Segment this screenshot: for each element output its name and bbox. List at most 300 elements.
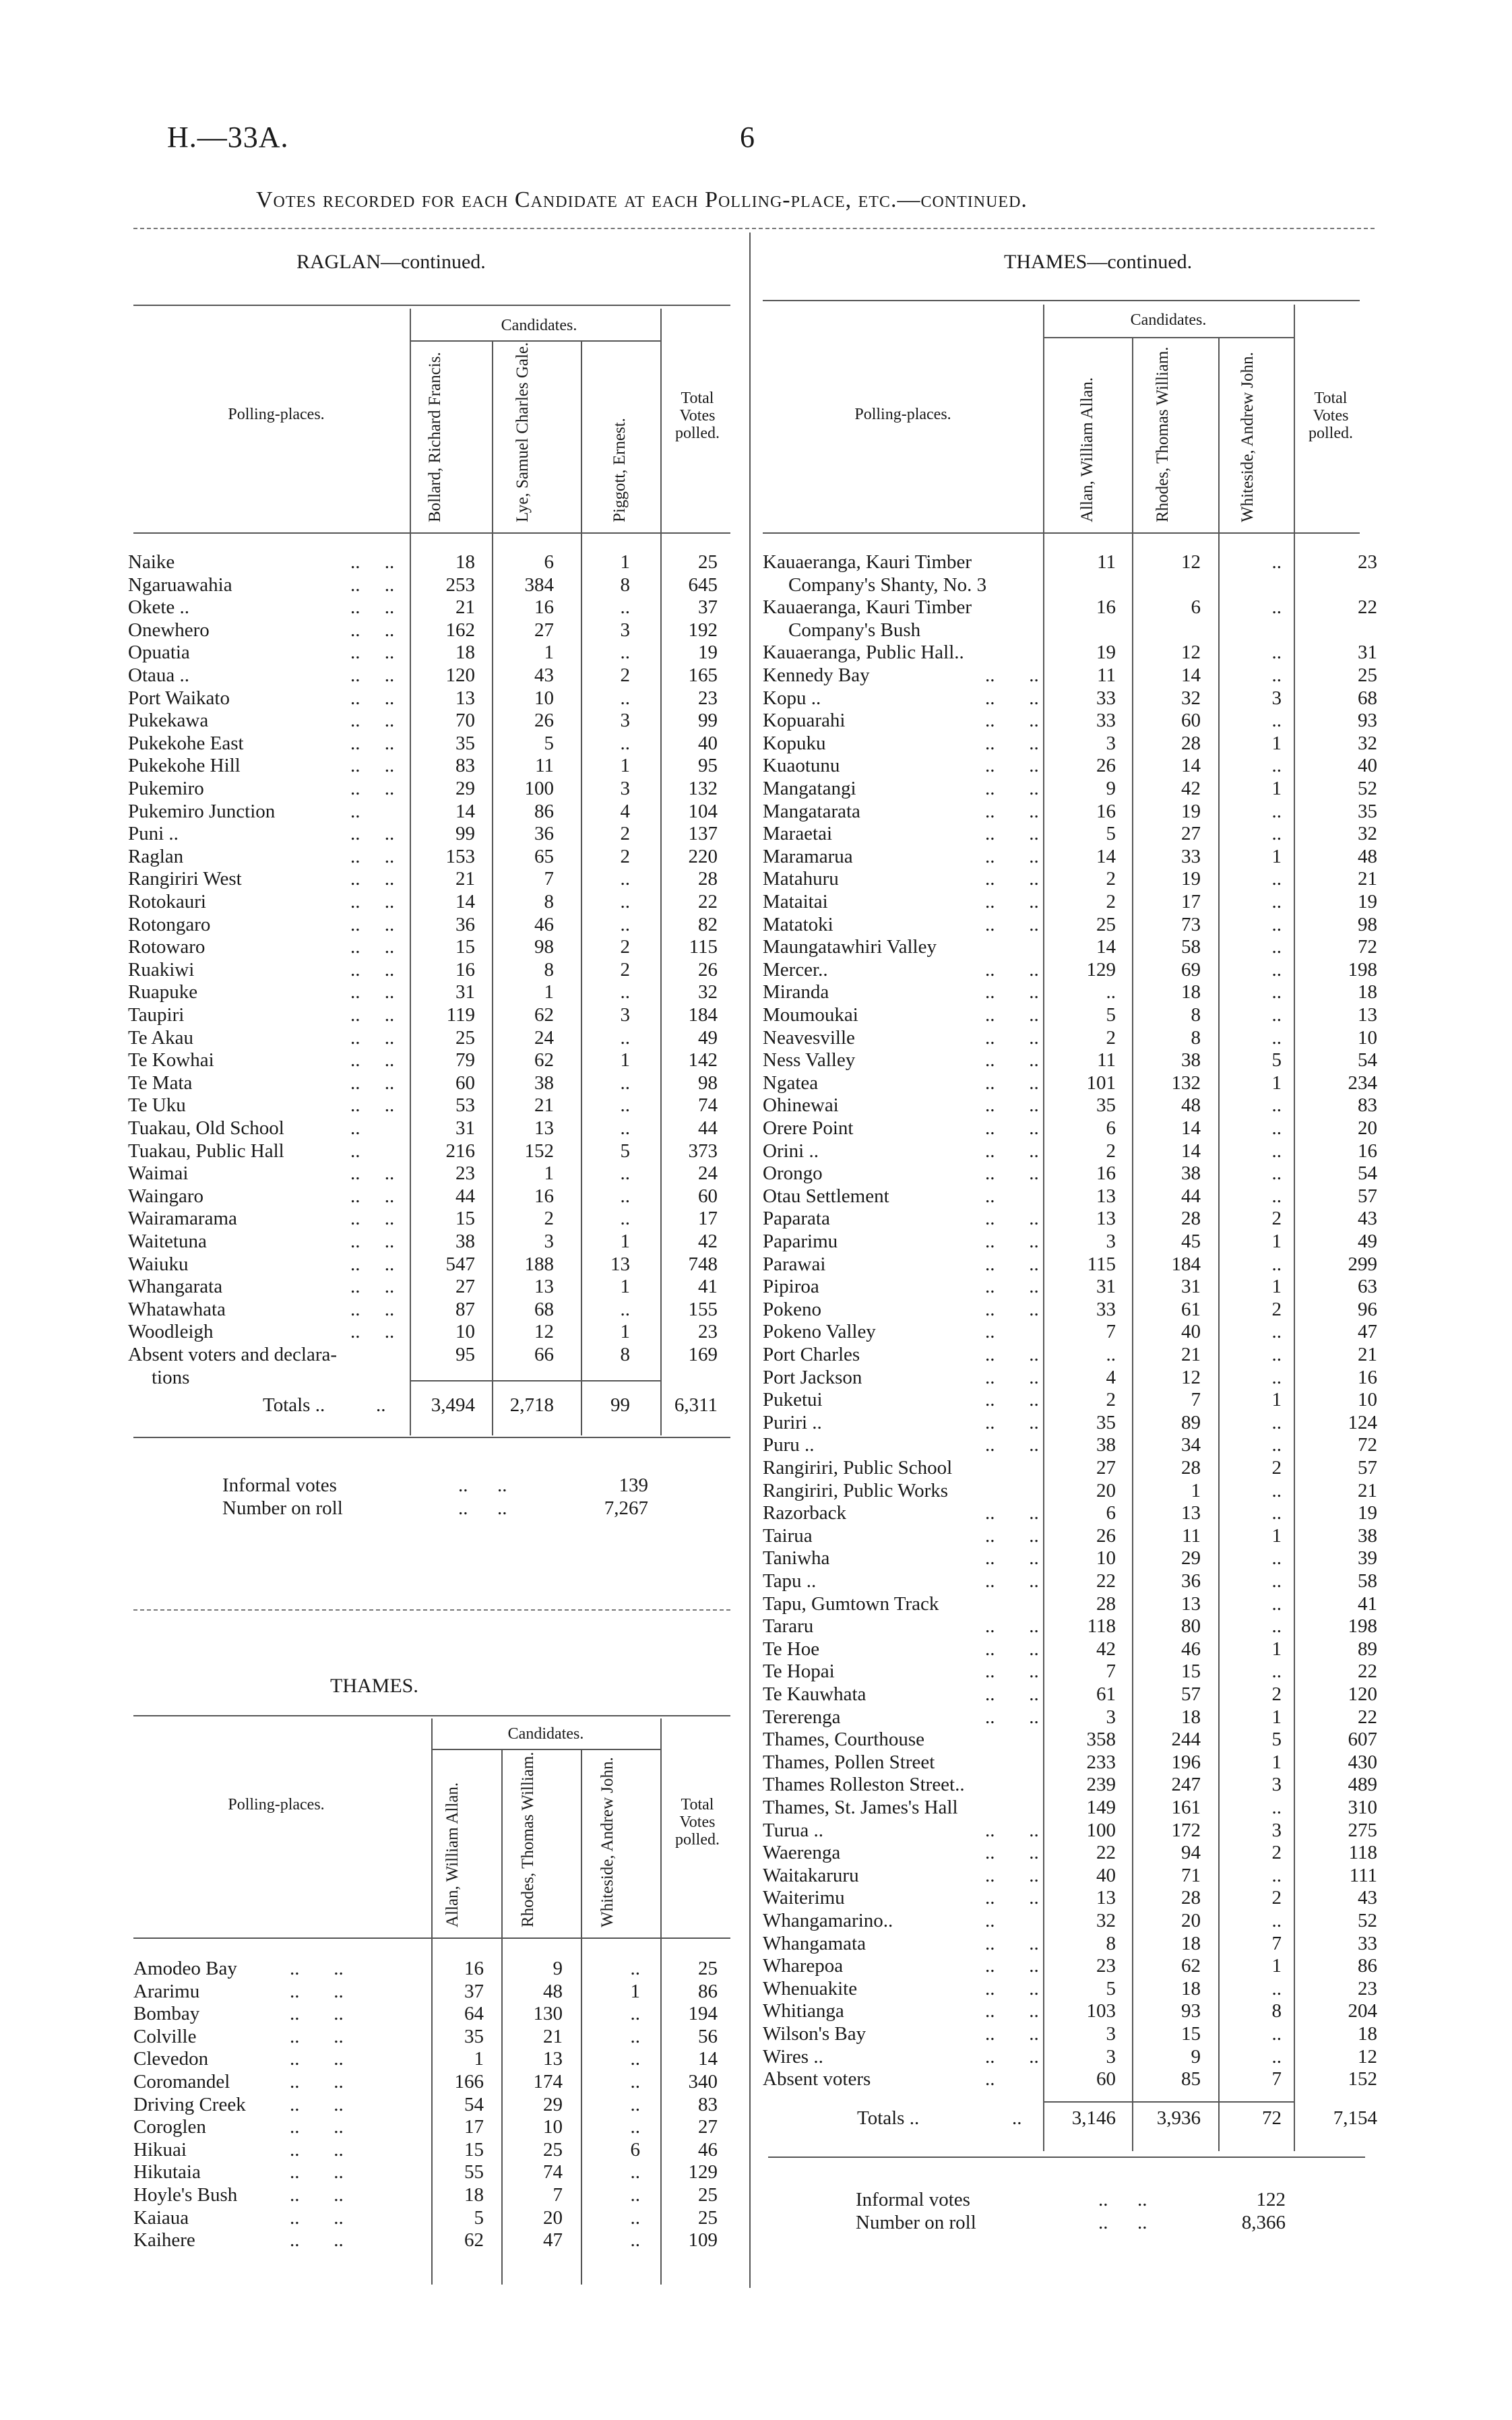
thames-cont-candidate-1: Allan, William Allan. [1078, 377, 1096, 522]
candidate-1-votes: 28 [1096, 1592, 1116, 1615]
candidate-3-votes: .. [630, 2161, 640, 2183]
total-votes: 23 [698, 1321, 718, 1343]
leader-dots: .. .. [985, 732, 1039, 754]
total-votes: 33 [1358, 1932, 1377, 1954]
candidate-3-votes: .. [1271, 2045, 1282, 2068]
candidate-2-votes: 6 [1191, 596, 1201, 619]
candidate-3-votes: .. [1271, 1004, 1282, 1026]
leader-dots: .. .. [985, 1117, 1039, 1139]
leader-dots: .. .. [290, 2048, 344, 2070]
candidate-2-votes: 74 [543, 2161, 563, 2183]
polling-place-name: Puriri .. [763, 1411, 822, 1433]
leader-dots: .. .. [350, 1298, 395, 1320]
candidate-2-votes: 14 [1181, 755, 1201, 777]
total-votes: 38 [1358, 1524, 1377, 1547]
raglan-candidates-rule [410, 340, 660, 342]
candidate-1-votes: 7 [1106, 1661, 1116, 1683]
polling-place-name: Orere Point [763, 1117, 854, 1139]
polling-place-name: Te Hopai [763, 1661, 835, 1683]
leader-dots: .. .. [985, 2000, 1039, 2022]
candidate-2-votes: 60 [1181, 710, 1201, 732]
candidate-1-votes: 7 [1106, 1321, 1116, 1343]
total-votes: 41 [1358, 1592, 1377, 1615]
polling-place-name: Ngatea [763, 1072, 819, 1094]
candidate-3-votes: 3 [620, 710, 630, 732]
candidate-2-votes: 29 [543, 2093, 563, 2115]
totals-label: Totals .. [857, 2107, 920, 2129]
candidate-1-votes: 16 [1096, 1162, 1116, 1185]
candidate-3-votes: 6 [630, 2138, 640, 2161]
candidate-2-votes: 85 [1181, 2068, 1201, 2090]
candidate-2-votes: 172 [1171, 1819, 1201, 1841]
total-votes: 72 [1358, 936, 1377, 958]
thames-roll-value: 8,366 [1241, 2212, 1286, 2233]
total-votes: 111 [1349, 1864, 1377, 1886]
polling-place-name: Ruakiwi [128, 958, 195, 981]
candidate-1-votes: 99 [455, 823, 475, 845]
candidate-1-votes: 95 [455, 1344, 475, 1365]
thames-total-label: Total Votes polled. [675, 1796, 720, 1849]
polling-place-name: Ruapuke [128, 981, 198, 1003]
leader-dots: .. .. [985, 1502, 1039, 1524]
candidate-3-votes: 7 [1271, 2068, 1282, 2090]
polling-place-name: Clevedon [133, 2048, 209, 2070]
candidate-2-votes: 34 [1181, 1434, 1201, 1456]
polling-place-name: Kauaeranga, Kauri Timber [763, 596, 972, 619]
leader-dots: .. .. [985, 1932, 1039, 1954]
total-votes: 40 [1358, 755, 1377, 777]
candidate-3-votes: 3 [620, 778, 630, 799]
total-votes: 118 [1348, 1842, 1377, 1864]
candidate-3-votes: 1 [1271, 845, 1282, 867]
total-votes: 10 [1358, 1389, 1377, 1411]
candidate-2-votes: 130 [533, 2003, 563, 2025]
polling-place-name: Tapu .. [763, 1570, 817, 1592]
thames-polling-label: Polling-places. [228, 1796, 325, 1813]
total-votes: 21 [1358, 1479, 1377, 1501]
leader-dots: .. .. [350, 573, 395, 596]
candidate-1-votes: 64 [464, 2003, 484, 2025]
leader-dots: .. .. [985, 1638, 1039, 1660]
candidate-1-votes: 119 [446, 1004, 475, 1026]
leader-dots: .. .. [350, 755, 395, 777]
leader-dots: .. [985, 1910, 995, 1931]
candidate-2-votes: 21 [1181, 1344, 1201, 1365]
candidate-1-votes: 100 [1086, 1819, 1116, 1841]
candidate-1-votes: 18 [464, 2184, 484, 2206]
polling-place-name: Pukekohe Hill [128, 755, 241, 777]
candidate-1-votes: 129 [1086, 958, 1116, 981]
candidate-1-votes: 216 [445, 1140, 475, 1162]
candidate-2-votes: 48 [543, 1980, 563, 2002]
candidate-3-votes: .. [1271, 1661, 1282, 1683]
leader-dots: .. [376, 1394, 386, 1417]
total-votes: 22 [698, 891, 718, 912]
polling-place-name: Matahuru [763, 868, 839, 890]
candidate-1-votes: 1 [474, 2048, 484, 2070]
candidate-2-votes: 36 [534, 823, 554, 845]
polling-place-name: Colville [133, 2025, 197, 2047]
polling-place-name: tions [152, 1366, 190, 1388]
leader-dots: .. .. [290, 2138, 344, 2161]
polling-place-name: Moumoukai [763, 1004, 858, 1026]
total-votes: 98 [698, 1072, 718, 1094]
document-title-text: Votes recorded for each Candidate at each Polling-place, etc.—continued. [256, 187, 1028, 212]
leader-dots: .. .. [985, 1683, 1039, 1705]
total-votes: 16 [1358, 1140, 1377, 1162]
total-votes: 198 [1348, 1615, 1377, 1638]
candidate-1-votes: 358 [1086, 1729, 1116, 1751]
candidate-2-votes: 7 [544, 868, 554, 890]
candidate-1-votes: 40 [1096, 1864, 1116, 1886]
leader-dots: .. .. [290, 2116, 344, 2138]
candidate-3-votes: 72 [1262, 2107, 1282, 2129]
polling-place-name: Mataitai [763, 891, 828, 912]
polling-place-name: Tararu [763, 1615, 814, 1638]
total-votes: 43 [1358, 1208, 1377, 1230]
candidate-2-votes: 28 [1181, 732, 1201, 754]
total-votes: 46 [698, 2138, 718, 2161]
polling-place-name: Tuakau, Old School [128, 1117, 284, 1139]
candidate-2-votes: 3 [544, 1231, 554, 1252]
thames-candidates-rule [431, 1749, 660, 1750]
candidate-2-votes: 94 [1181, 1842, 1201, 1864]
candidate-2-votes: 38 [1181, 1049, 1201, 1072]
total-votes: 137 [688, 823, 718, 845]
candidate-2-votes: 9 [1191, 2045, 1201, 2068]
raglan-bottom-rule [133, 1437, 730, 1438]
total-votes: 57 [1358, 1185, 1377, 1207]
total-votes: 47 [1358, 1321, 1377, 1343]
leader-dots: .. .. [985, 1094, 1039, 1117]
candidate-3-votes: .. [1271, 2023, 1282, 2045]
candidate-3-votes: .. [1271, 1592, 1282, 1615]
candidate-3-votes: 1 [1271, 1072, 1282, 1094]
polling-place-name: Maungatawhiri Valley [763, 936, 937, 958]
candidate-3-votes: 1 [1271, 1955, 1282, 1977]
thames-cont-candidate-2: Rhodes, Thomas William. [1154, 346, 1172, 522]
polling-place-name: Kuaotunu [763, 755, 840, 777]
candidate-1-votes: 3 [1106, 2023, 1116, 2045]
total-votes: 49 [698, 1026, 718, 1049]
candidate-3-votes: 8 [1271, 2000, 1282, 2022]
raglan-end-rule [133, 1609, 730, 1611]
total-votes: 748 [688, 1253, 718, 1275]
thames-cont-polling-label: Polling-places. [854, 406, 951, 423]
leader-dots: .. .. [985, 1955, 1039, 1977]
candidate-1-votes: 21 [455, 868, 475, 890]
candidate-3-votes: .. [1271, 1344, 1282, 1365]
total-votes: 18 [1358, 2023, 1377, 2045]
candidate-1-votes: 5 [1106, 1004, 1116, 1026]
polling-place-name: Wilson's Bay [763, 2023, 867, 2045]
polling-place-name: Pukekohe East [128, 732, 244, 754]
candidate-3-votes: .. [620, 891, 630, 912]
candidate-3-votes: .. [1271, 1797, 1282, 1818]
total-votes: 198 [1348, 958, 1377, 981]
candidate-3-votes: 1 [1271, 1231, 1282, 1252]
candidate-1-votes: 15 [455, 936, 475, 958]
polling-place-name: Tererenga [763, 1706, 841, 1728]
candidate-3-votes: 3 [620, 619, 630, 641]
candidate-3-votes: 1 [620, 551, 630, 573]
leader-dots: .. .. [350, 1276, 395, 1298]
candidate-1-votes: 5 [474, 2206, 484, 2229]
candidate-2-votes: 7 [1191, 1389, 1201, 1411]
candidate-2-votes: 19 [1181, 868, 1201, 890]
leader-dots: .. .. [985, 1004, 1039, 1026]
thames-cont-candidates-rule [1043, 337, 1294, 338]
total-votes: 23 [1358, 1977, 1377, 1999]
leader-dots: .. .. [985, 1615, 1039, 1638]
leader-dots: .. .. [985, 1253, 1039, 1275]
raglan-totals-rule [410, 1380, 660, 1382]
candidate-1-votes: 11 [1097, 551, 1116, 573]
polling-place-name: Opuatia [128, 642, 190, 664]
total-votes: 32 [1358, 732, 1377, 754]
candidate-1-votes: 9 [1106, 778, 1116, 799]
candidate-3-votes: 1 [1271, 1389, 1282, 1411]
candidate-1-votes: 42 [1096, 1638, 1116, 1660]
candidate-2-votes: 47 [543, 2229, 563, 2252]
leader-dots: .. [350, 1140, 360, 1162]
candidate-2-votes: 20 [1181, 1910, 1201, 1931]
candidate-2-votes: 11 [1182, 1524, 1201, 1547]
total-votes: 21 [1358, 868, 1377, 890]
leader-dots: .. .. [350, 1231, 395, 1252]
polling-place-name: Woodleigh [128, 1321, 214, 1343]
polling-place-name: Parawai [763, 1253, 826, 1275]
candidate-1-votes: 62 [464, 2229, 484, 2252]
candidate-2-votes: 93 [1181, 2000, 1201, 2022]
candidate-3-votes: 1 [620, 1049, 630, 1072]
leader-dots: .. .. [985, 1366, 1039, 1388]
candidate-1-votes: 26 [1096, 755, 1116, 777]
polling-place-name: Wires .. [763, 2045, 823, 2068]
leader-dots: .. .. [985, 913, 1039, 935]
total-votes: 340 [688, 2071, 718, 2092]
candidate-2-votes: 5 [544, 732, 554, 754]
leader-dots: .. .. [985, 981, 1039, 1003]
total-votes: 13 [1358, 1004, 1377, 1026]
candidate-3-votes: 1 [620, 1231, 630, 1252]
polling-place-name: Rotowaro [128, 936, 206, 958]
polling-place-name: Company's Shanty, No. 3 [788, 573, 987, 596]
polling-place-name: Maraetai [763, 823, 833, 845]
candidate-1-votes: 8 [1106, 1932, 1116, 1954]
leader-dots: .. .. [985, 2045, 1039, 2068]
total-votes: 27 [698, 2116, 718, 2138]
total-votes: 95 [698, 755, 718, 777]
candidate-1-votes: 33 [1096, 710, 1116, 732]
candidate-1-votes: 35 [455, 732, 475, 754]
polling-place-name: Coroglen [133, 2116, 206, 2138]
candidate-2-votes: 80 [1181, 1615, 1201, 1638]
raglan-roll-value: 7,267 [604, 1497, 648, 1519]
candidate-3-votes: .. [1271, 958, 1282, 981]
candidate-2-votes: 13 [543, 2048, 563, 2070]
candidate-1-votes: 25 [455, 1026, 475, 1049]
leader-dots: .. .. [985, 891, 1039, 912]
polling-place-name: Waitakaruru [763, 1864, 859, 1886]
candidate-3-votes: .. [620, 868, 630, 890]
leader-dots: .. .. [290, 2093, 344, 2115]
leader-dots: .. [985, 2068, 995, 2090]
candidate-2-votes: 1 [1191, 1479, 1201, 1501]
thames-cont-top-rule [763, 300, 1360, 301]
polling-place-name: Naike [128, 551, 175, 573]
thames-header-rule [133, 1937, 730, 1939]
total-votes: 22 [1358, 1661, 1377, 1683]
leader-dots: .. .. [985, 1049, 1039, 1072]
candidate-1-votes: 153 [445, 845, 475, 867]
polling-place-name: Wairamarama [128, 1208, 237, 1230]
candidate-3-votes: .. [620, 732, 630, 754]
candidate-2-votes: 1 [544, 1162, 554, 1185]
total-votes: 48 [1358, 845, 1377, 867]
candidate-3-votes: .. [1271, 981, 1282, 1003]
candidate-2-votes: 73 [1181, 913, 1201, 935]
polling-place-name: Amodeo Bay [133, 1958, 237, 1979]
total-votes: 19 [1358, 1502, 1377, 1524]
polling-place-name: Te Kauwhata [763, 1683, 867, 1705]
total-votes: 44 [698, 1117, 718, 1139]
candidate-3-votes: .. [620, 1026, 630, 1049]
raglan-candidate-2: Lye, Samuel Charles Gale. [513, 342, 532, 522]
raglan-top-rule [133, 305, 730, 306]
candidate-2-votes: 16 [534, 596, 554, 619]
candidate-1-votes: 61 [1096, 1683, 1116, 1705]
candidate-2-votes: 26 [534, 710, 554, 732]
candidate-1-votes: 120 [445, 664, 475, 686]
candidate-2-votes: 21 [543, 2025, 563, 2047]
candidate-3-votes: 1 [1271, 1524, 1282, 1547]
polling-place-name: Te Akau [128, 1026, 194, 1049]
polling-place-name: Waingaro [128, 1185, 204, 1207]
candidate-3-votes: .. [620, 1298, 630, 1320]
polling-place-name: Ngaruawahia [128, 573, 232, 596]
polling-place-name: Rotongaro [128, 913, 211, 935]
total-votes: 373 [688, 1140, 718, 1162]
raglan-roll-label: Number on roll [222, 1497, 343, 1519]
candidate-1-votes: 87 [455, 1298, 475, 1320]
total-votes: 56 [698, 2025, 718, 2047]
polling-place-name: Pukemiro Junction [128, 800, 276, 822]
total-votes: 7,154 [1333, 2107, 1377, 2129]
candidate-1-votes: 23 [455, 1162, 475, 1185]
candidate-2-votes: 2 [544, 1208, 554, 1230]
candidate-1-votes: 19 [1096, 642, 1116, 664]
total-votes: 132 [688, 778, 718, 799]
candidate-2-votes: 28 [1181, 1457, 1201, 1479]
total-votes: 104 [688, 800, 718, 822]
total-votes: 155 [688, 1298, 718, 1320]
candidate-2-votes: 161 [1171, 1797, 1201, 1818]
candidate-3-votes: .. [620, 1072, 630, 1094]
candidate-1-votes: 22 [1096, 1842, 1116, 1864]
thames-roll-label: Number on roll [856, 2212, 976, 2233]
total-votes: 39 [1358, 1547, 1377, 1570]
candidate-1-votes: 3 [1106, 2045, 1116, 2068]
candidate-3-votes: .. [620, 687, 630, 709]
candidate-3-votes: 7 [1271, 1932, 1282, 1954]
candidate-1-votes: 103 [1086, 2000, 1116, 2022]
leader-dots: .. .. [985, 1072, 1039, 1094]
total-votes: 109 [688, 2229, 718, 2252]
polling-place-name: Port Waikato [128, 687, 230, 709]
candidate-1-votes: 253 [445, 573, 475, 596]
raglan-polling-label: Polling-places. [228, 406, 325, 423]
candidate-2-votes: 11 [535, 755, 554, 777]
total-votes: 42 [698, 1231, 718, 1252]
candidate-3-votes: .. [630, 2071, 640, 2092]
candidate-3-votes: .. [620, 1117, 630, 1139]
total-votes: 99 [698, 710, 718, 732]
candidate-3-votes: 2 [1271, 1457, 1282, 1479]
candidate-2-votes: 10 [543, 2116, 563, 2138]
polling-place-name: Miranda [763, 981, 829, 1003]
candidate-1-votes: 38 [1096, 1434, 1116, 1456]
candidate-3-votes: .. [620, 596, 630, 619]
total-votes: 220 [688, 845, 718, 867]
polling-place-name: Rangiriri West [128, 868, 242, 890]
polling-place-name: Wharepoa [763, 1955, 844, 1977]
polling-place-name: Te Kowhai [128, 1049, 214, 1072]
polling-place-name: Maramarua [763, 845, 853, 867]
leader-dots: .. .. [350, 1208, 395, 1230]
raglan-informal-label: Informal votes [222, 1475, 337, 1496]
candidate-2-votes: 86 [534, 800, 554, 822]
leader-dots: .. .. [985, 1231, 1039, 1252]
polling-place-name: Ararimu [133, 1980, 200, 2002]
leader-dots: .. .. [985, 1140, 1039, 1162]
candidate-3-votes: .. [1271, 1615, 1282, 1638]
polling-place-name: Company's Bush [788, 619, 921, 641]
candidate-2-votes: 21 [534, 1094, 554, 1117]
raglan-candidate-3: Piggott, Ernest. [610, 418, 629, 522]
candidate-3-votes: .. [1271, 1502, 1282, 1524]
candidate-1-votes: 2 [1106, 1140, 1116, 1162]
candidate-3-votes: 1 [1271, 1751, 1282, 1773]
polling-place-name: Whangamarino.. [763, 1910, 893, 1931]
candidate-2-votes: 8 [544, 891, 554, 912]
total-votes: 19 [698, 642, 718, 664]
polling-place-name: Waimai [128, 1162, 189, 1185]
total-votes: 10 [1358, 1026, 1377, 1049]
candidate-3-votes: 1 [620, 755, 630, 777]
candidate-3-votes: .. [620, 1162, 630, 1185]
total-votes: 25 [698, 2206, 718, 2229]
candidate-3-votes: 2 [620, 845, 630, 867]
polling-place-name: Absent voters and declara- [128, 1344, 338, 1365]
polling-place-name: Pokeno [763, 1298, 821, 1320]
candidate-2-votes: 247 [1171, 1774, 1201, 1796]
total-votes: 74 [698, 1094, 718, 1117]
raglan-header-rule [133, 532, 730, 534]
candidate-3-votes: .. [1271, 642, 1282, 664]
candidate-3-votes: 1 [1271, 1706, 1282, 1728]
polling-place-name: Otaua .. [128, 664, 189, 686]
polling-place-name: Pukemiro [128, 778, 204, 799]
candidate-2-votes: 32 [1181, 687, 1201, 709]
total-votes: 129 [688, 2161, 718, 2183]
leader-dots: .. .. [985, 1864, 1039, 1886]
leader-dots: .. .. [350, 551, 395, 573]
candidate-2-votes: 16 [534, 1185, 554, 1207]
candidate-3-votes: .. [1271, 1162, 1282, 1185]
leader-dots: .. .. [985, 1162, 1039, 1185]
total-votes: 68 [1358, 687, 1377, 709]
